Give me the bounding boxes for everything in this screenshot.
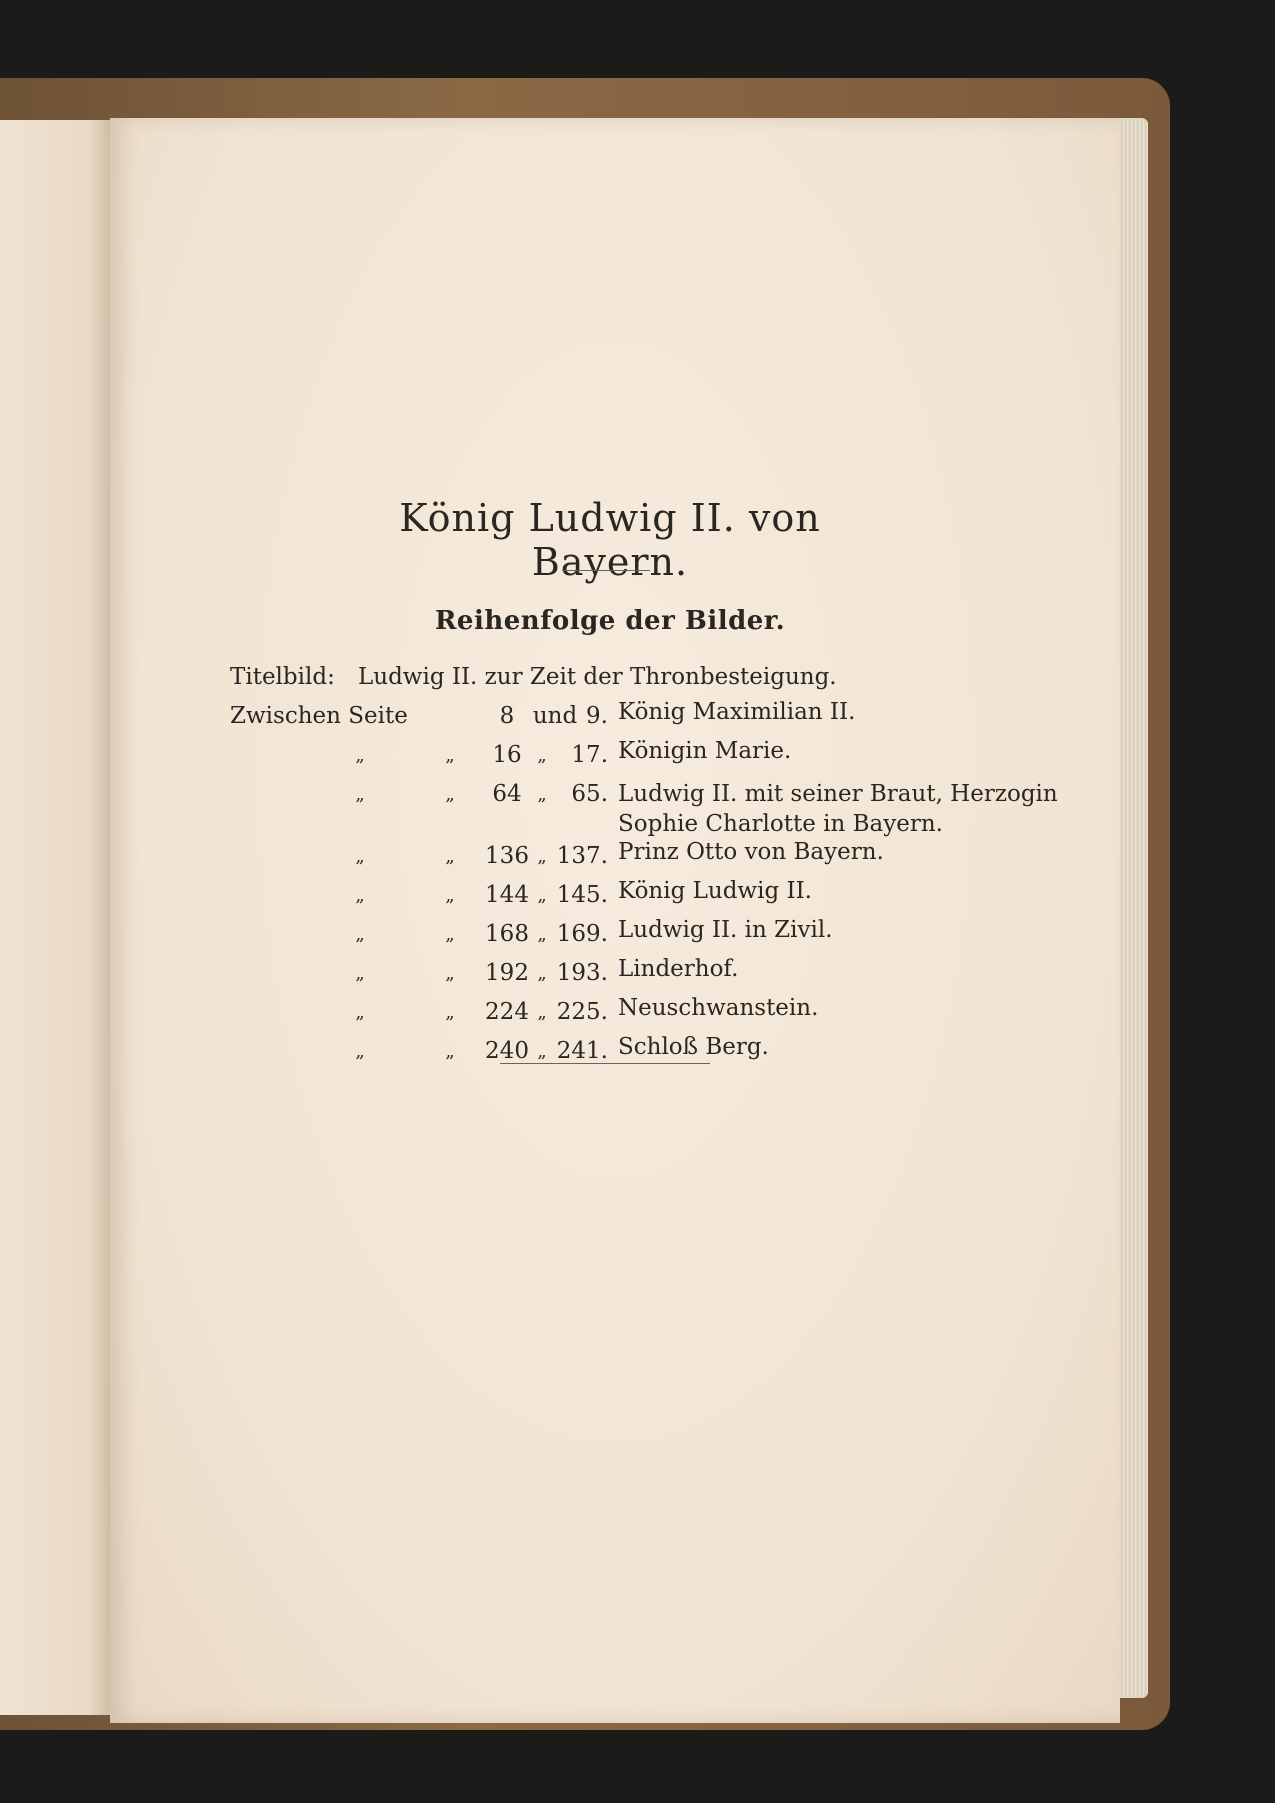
entry-connector: „	[537, 784, 547, 805]
entry-page-b: 137.	[556, 843, 608, 869]
entry-caption: Ludwig II. in Zivil.	[618, 917, 833, 943]
entry-page-a: 144	[485, 882, 529, 908]
entry-ditto-2: „	[445, 846, 455, 867]
entry-connector: „	[537, 1041, 547, 1062]
entry-connector: „	[537, 885, 547, 906]
entry-caption: Neuschwanstein.	[618, 995, 819, 1021]
entry-page-b: 225.	[556, 999, 608, 1025]
end-divider	[500, 1063, 710, 1064]
entry-ditto-1: „	[355, 963, 365, 984]
entry-ditto-2: „	[445, 1041, 455, 1062]
entry-caption: Ludwig II. mit seiner Braut, Herzogin Sophie Charlotte in Bayern.	[618, 781, 1058, 837]
entry-page-a: 136	[485, 843, 529, 869]
entry-page-b: 17.	[571, 742, 608, 768]
entry-page-a: 192	[485, 960, 529, 986]
entry-page-b: 241.	[556, 1038, 608, 1064]
entry-page-b: 65.	[571, 781, 608, 807]
entry-page-a: 8	[499, 703, 515, 729]
entry-ditto-2: „	[445, 963, 455, 984]
entry-connector: „	[537, 924, 547, 945]
entry-ditto-2: „	[445, 924, 455, 945]
entry-ditto-2: „	[445, 1002, 455, 1023]
frontispiece-label: Titelbild:	[230, 664, 335, 690]
entry-ditto-1: „	[355, 1041, 365, 1062]
page-title: König Ludwig II. von Bayern.	[399, 496, 821, 584]
entry-connector: und	[532, 703, 578, 729]
entry-ditto-1: „	[355, 1002, 365, 1023]
list-item	[230, 993, 1090, 1032]
title-divider	[562, 570, 650, 571]
entry-page-b: 9.	[586, 703, 608, 729]
list-heading: Reihenfolge der Bilder.	[434, 606, 786, 636]
list-item	[230, 1032, 1090, 1071]
entry-ditto-2: „	[445, 745, 455, 766]
entry-page-a: 64	[492, 781, 522, 807]
entry-page-b: 145.	[556, 882, 608, 908]
frontispiece-caption: Ludwig II. zur Zeit der Thronbesteigung.	[358, 664, 837, 690]
right-page	[110, 118, 1120, 1723]
entry-caption: Schloß Berg.	[618, 1034, 769, 1060]
list-item-frontispiece	[230, 658, 1090, 697]
entry-caption: Prinz Otto von Bayern.	[618, 839, 884, 865]
entry-page-a: 16	[492, 742, 522, 768]
entry-caption: König Ludwig II.	[618, 878, 812, 904]
list-item	[230, 876, 1090, 915]
entry-ditto-1: „	[355, 784, 365, 805]
list-item	[230, 697, 1090, 736]
entry-caption: Linderhof.	[618, 956, 739, 982]
entry-connector: „	[537, 745, 547, 766]
entry-ditto-2: „	[445, 784, 455, 805]
entry-page-b: 193.	[556, 960, 608, 986]
list-item	[230, 775, 1090, 837]
illustration-list	[230, 658, 1090, 1071]
left-page	[0, 120, 112, 1715]
entry-ditto-1: „	[355, 924, 365, 945]
entry-ditto-2: „	[445, 885, 455, 906]
entry-page-b: 169.	[556, 921, 608, 947]
entry-connector: „	[537, 1002, 547, 1023]
entry-ditto-1: „	[355, 846, 365, 867]
entry-caption: König Maximilian II.	[618, 699, 856, 725]
entry-page-a: 168	[485, 921, 529, 947]
list-item	[230, 837, 1090, 876]
entry-page-a: 240	[485, 1038, 529, 1064]
list-item	[230, 954, 1090, 993]
entry-ditto-1: „	[355, 885, 365, 906]
entry-label: Zwischen Seite	[230, 703, 408, 729]
list-item	[230, 736, 1090, 775]
list-item	[230, 915, 1090, 954]
entry-page-a: 224	[485, 999, 529, 1025]
entry-connector: „	[537, 963, 547, 984]
entry-caption: Königin Marie.	[618, 738, 792, 764]
entry-ditto-1: „	[355, 745, 365, 766]
entry-connector: „	[537, 846, 547, 867]
